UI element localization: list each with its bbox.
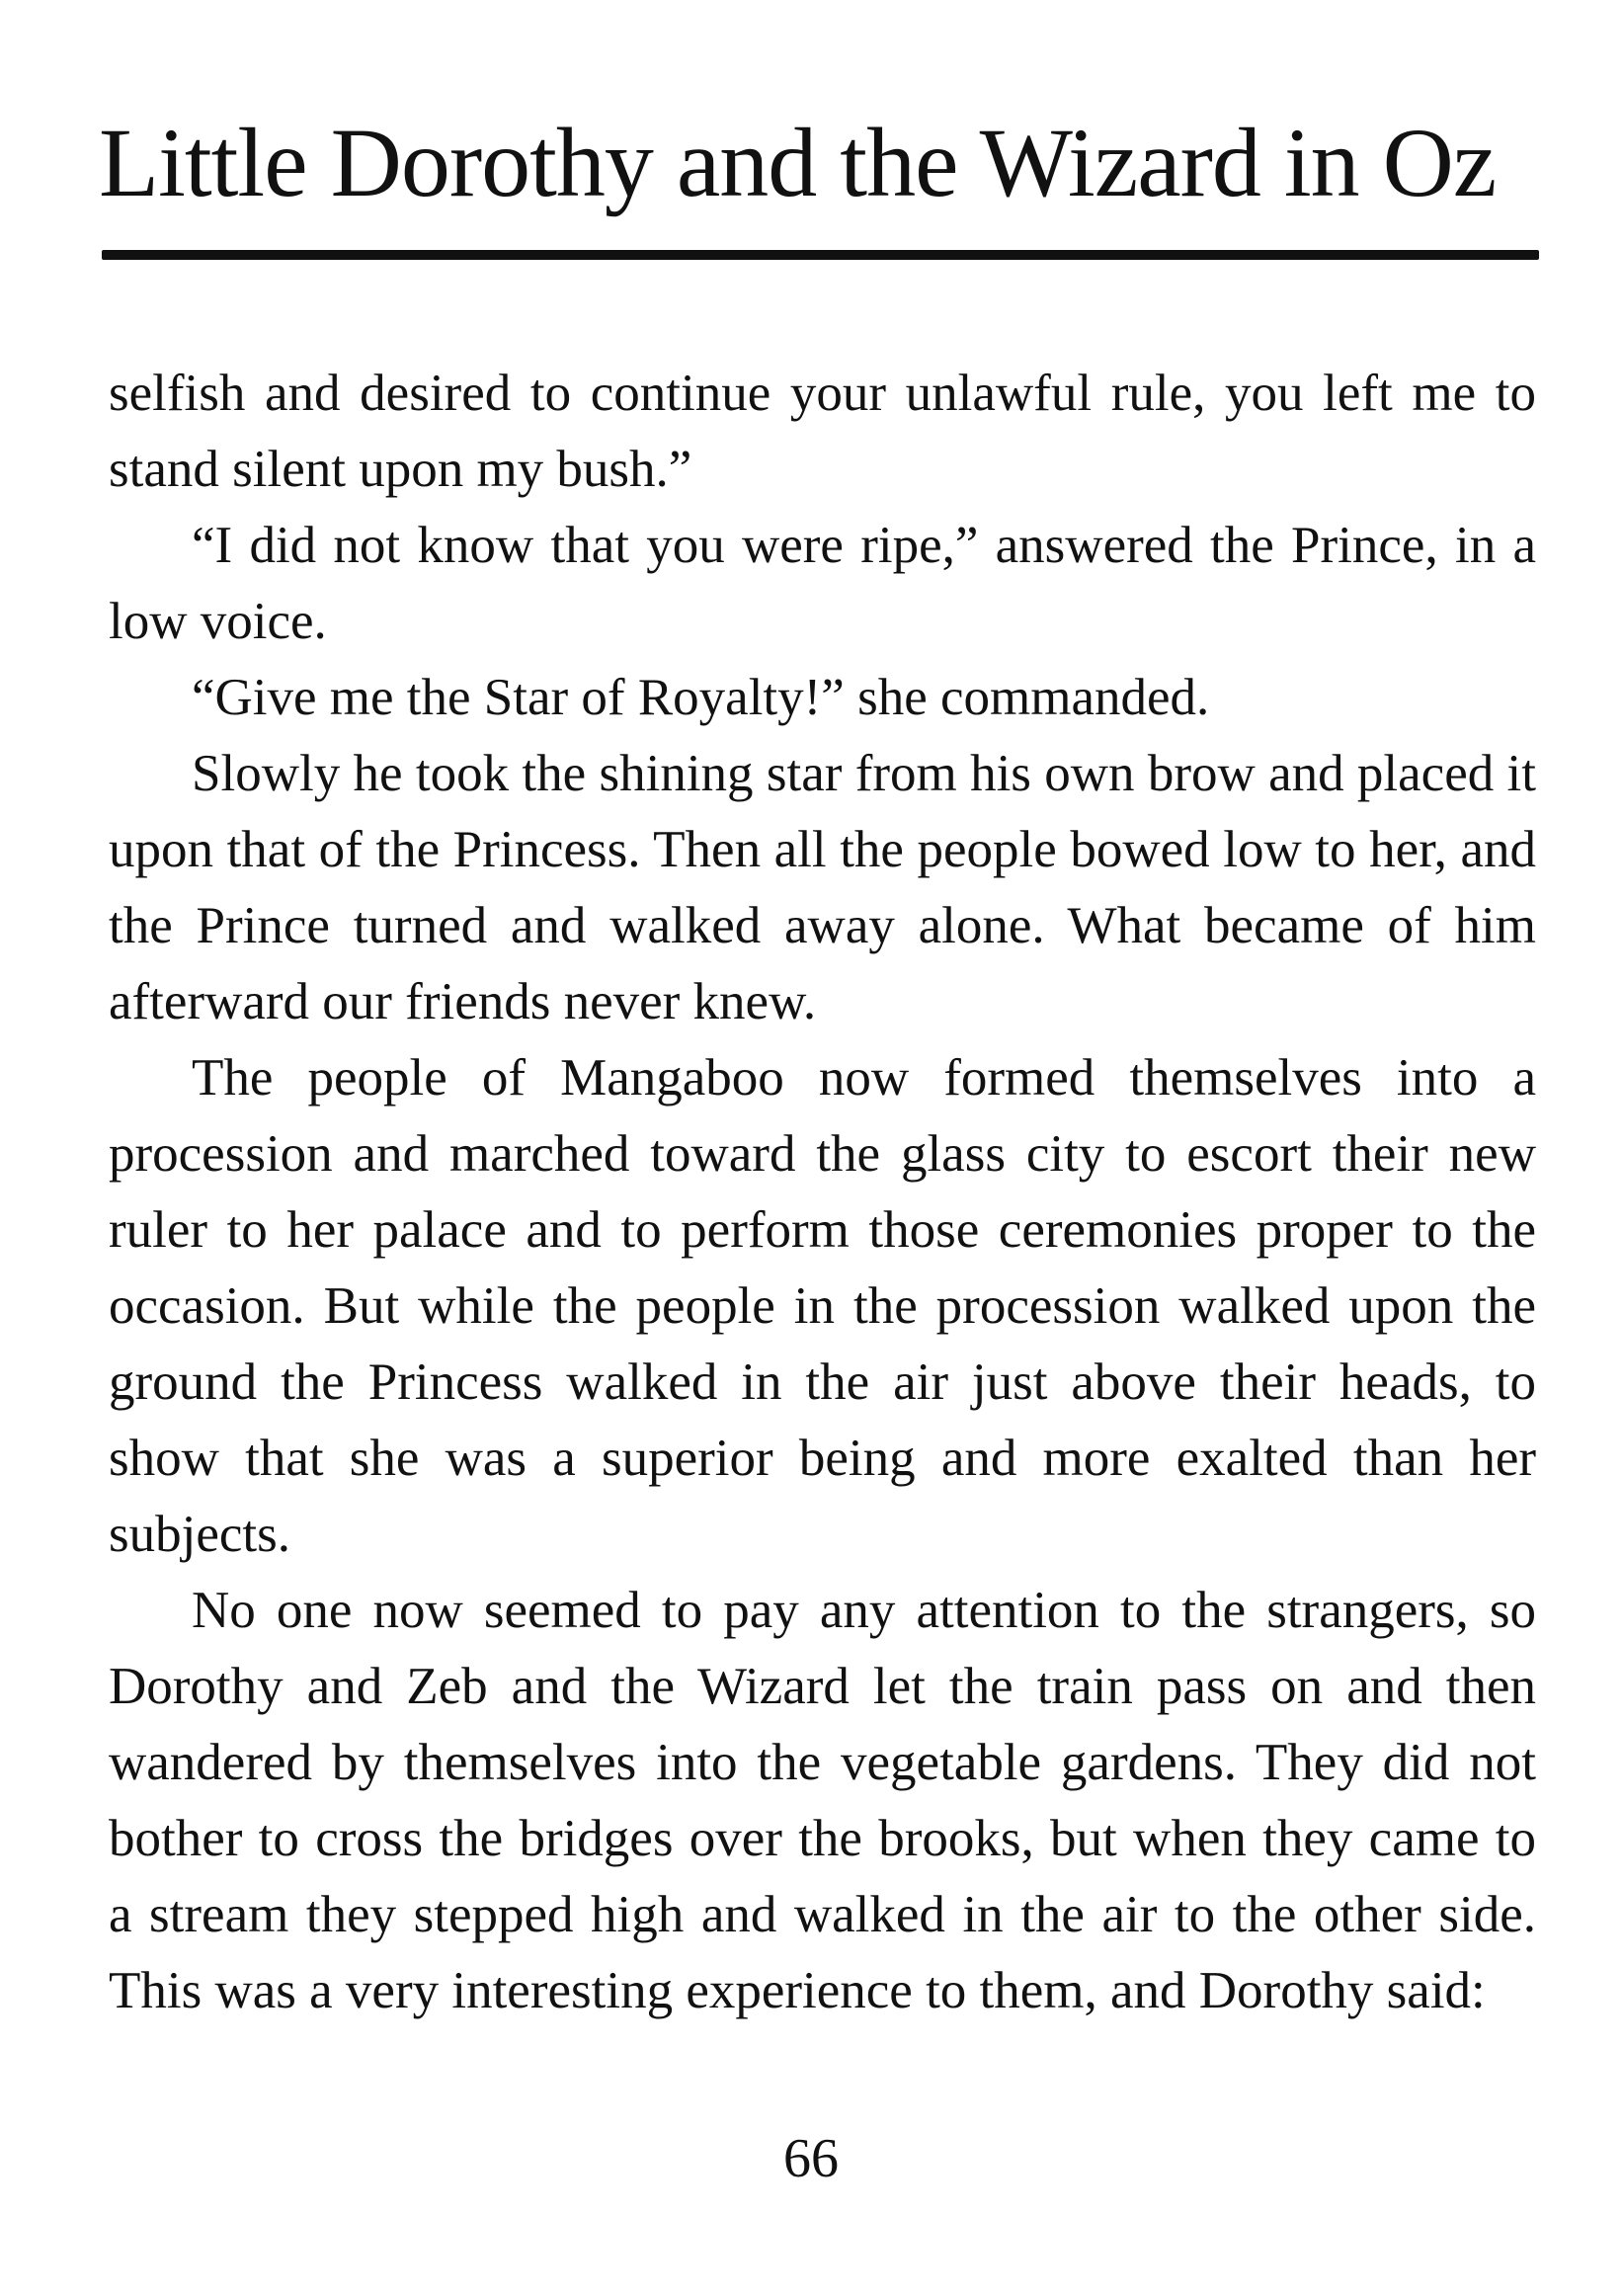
paragraph: The people of Mangaboo now formed themselves into a procession and marched toward the glass city to escort their new ruler to her palace and to perform those ceremonies proper to the occasion. But while the people in the procession walked upon the ground the Princess walked in the air just above their heads, to show that she was a superior being and more exalted than her subjects.	[109, 1049, 1536, 1563]
paragraph: “Give me the Star of Royalty!” she commanded.	[192, 669, 1210, 726]
paragraph: “I did not know that you were ripe,” answered the Prince, in a low voice.	[109, 517, 1536, 650]
page-number: 66	[783, 2128, 839, 2189]
paragraph-continued: selfish and desired to continue your unlawful rule, you left me to stand silent upon my bush.”	[109, 365, 1536, 498]
paragraph: No one now seemed to pay any attention to the strangers, so Dorothy and Zeb and the Wizard let the train pass on and then wandered by themselves into the vegetable gardens. They did not bother to cross the bridges over the brooks, but when they came to a stream they stepped high and walked in the air to the other side. This was a very interesting experience to them, and Dorothy said:	[109, 1582, 1536, 2019]
body-text	[109, 356, 1536, 2029]
running-title: Little Dorothy and the Wizard in Oz	[99, 108, 1497, 217]
paragraph: Slowly he took the shining star from his own brow and placed it upon that of the Princess. Then all the people bowed low to her, and the Prince turned and walked away alone. What became of him afterward our friends never knew.	[109, 745, 1536, 1030]
header-rule	[102, 250, 1539, 260]
